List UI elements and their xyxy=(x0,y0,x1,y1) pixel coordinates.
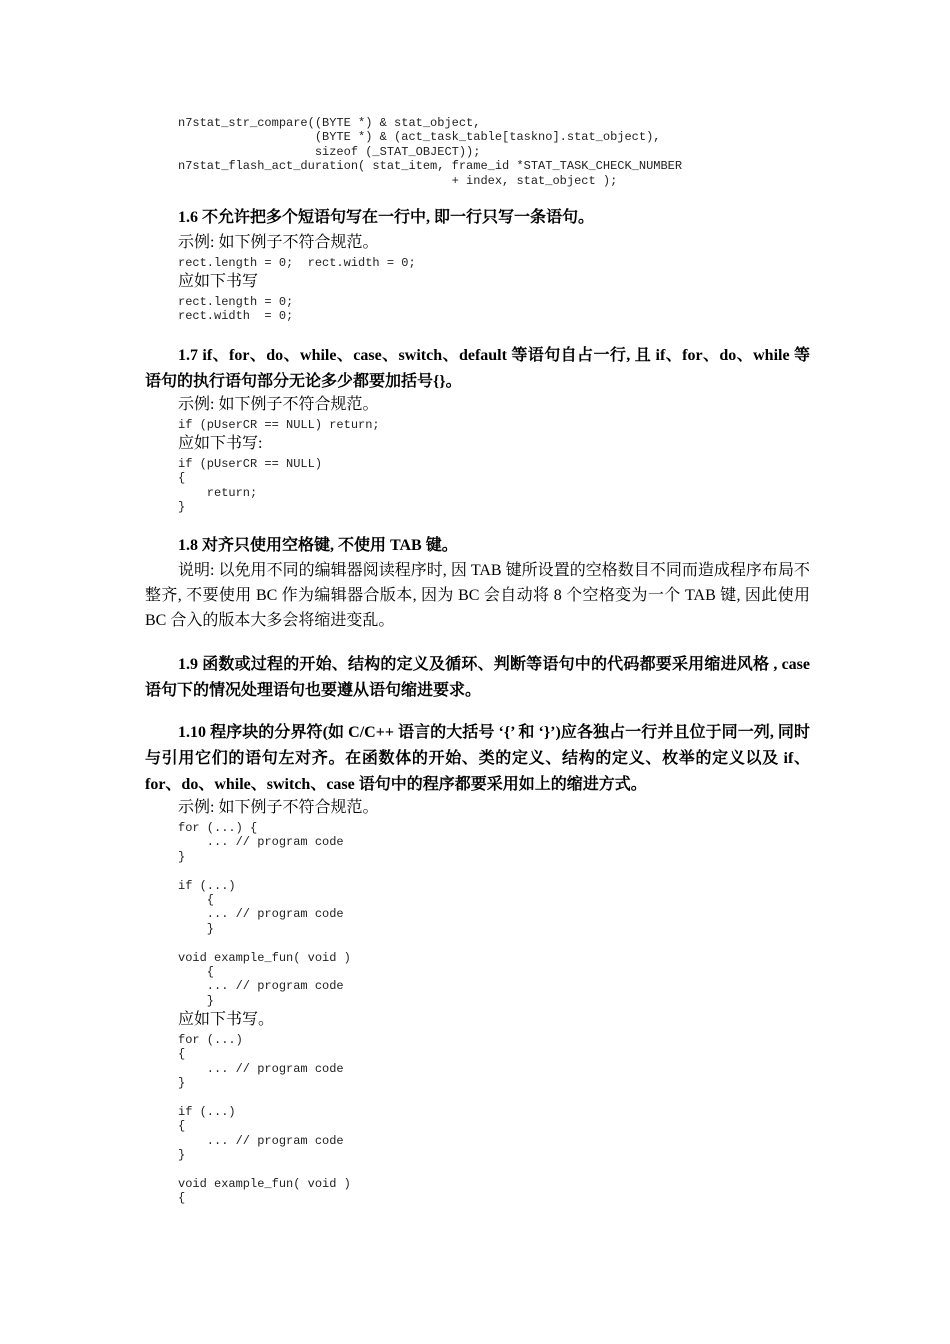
good-label-1-7: 应如下书写: xyxy=(178,435,263,452)
code-good-1-7: if (pUserCR == NULL) { return; } xyxy=(178,457,323,515)
heading-1-7: 1.7 if、for、do、while、case、switch、default 等语句自占一行, 且 if、for、do、while 等语句的执行语句部分无论多少都要加括号{}。 xyxy=(145,347,810,390)
heading-1-6: 1.6 不允许把多个短语句写在一行中, 即一行只写一条语句。 xyxy=(178,209,595,226)
example-label-1-7: 示例: 如下例子不符合规范。 xyxy=(178,396,379,413)
code-bad-1-7: if (pUserCR == NULL) return; xyxy=(178,418,380,432)
example-label-1-10: 示例: 如下例子不符合规范。 xyxy=(178,799,379,816)
heading-1-10: 1.10 程序块的分界符(如 C/C++ 语言的大括号 ‘{’ 和 ‘}’)应各独占一行并且位于同一列, 同时与引用它们的语句左对齐。在函数体的开始、类的定义、结构的定义、枚举的定义以及 if、for、do、while、switch、case 语句中的程序都要采用如上的缩进方式。 xyxy=(145,724,810,793)
heading-1-8: 1.8 对齐只使用空格键, 不使用 TAB 键。 xyxy=(178,537,458,554)
good-label-1-10: 应如下书写。 xyxy=(178,1011,275,1028)
paragraph-1-8: 说明: 以免用不同的编辑器阅读程序时, 因 TAB 键所设置的空格数目不同而造成程序布局不整齐, 不要使用 BC 作为编辑器合版本, 因为 BC 会自动将 8 个空格变为一个 TAB 键, 因此使用 BC 合入的版本大多会将缩进变乱。 xyxy=(145,562,810,629)
code-good-1-10: for (...) { ... // program code } if (...) { ... // program code } void example_fun( void ) { xyxy=(178,1033,351,1206)
heading-1-9: 1.9 函数或过程的开始、结构的定义及循环、判断等语句中的代码都要采用缩进风格 , case 语句下的情况处理语句也要遵从语句缩进要求。 xyxy=(145,656,810,699)
code-bad-1-10: for (...) { ... // program code } if (...) { ... // program code } void example_fun( void ) { ... // program code } xyxy=(178,821,351,1008)
example-label-1-6: 示例: 如下例子不符合规范。 xyxy=(178,234,379,251)
code-block-top: n7stat_str_compare((BYTE *) & stat_object, (BYTE *) & (act_task_table[taskno].stat_object), sizeof (_STAT_OBJECT)); n7stat_flash_act_duration( stat_item, frame_id *STAT_TASK_CHECK_NUMBER + index, stat_object ); xyxy=(178,116,683,188)
code-bad-1-6: rect.length = 0; rect.width = 0; xyxy=(178,256,416,270)
good-label-1-6: 应如下书写 xyxy=(178,273,259,290)
code-good-1-6: rect.length = 0; rect.width = 0; xyxy=(178,295,294,324)
